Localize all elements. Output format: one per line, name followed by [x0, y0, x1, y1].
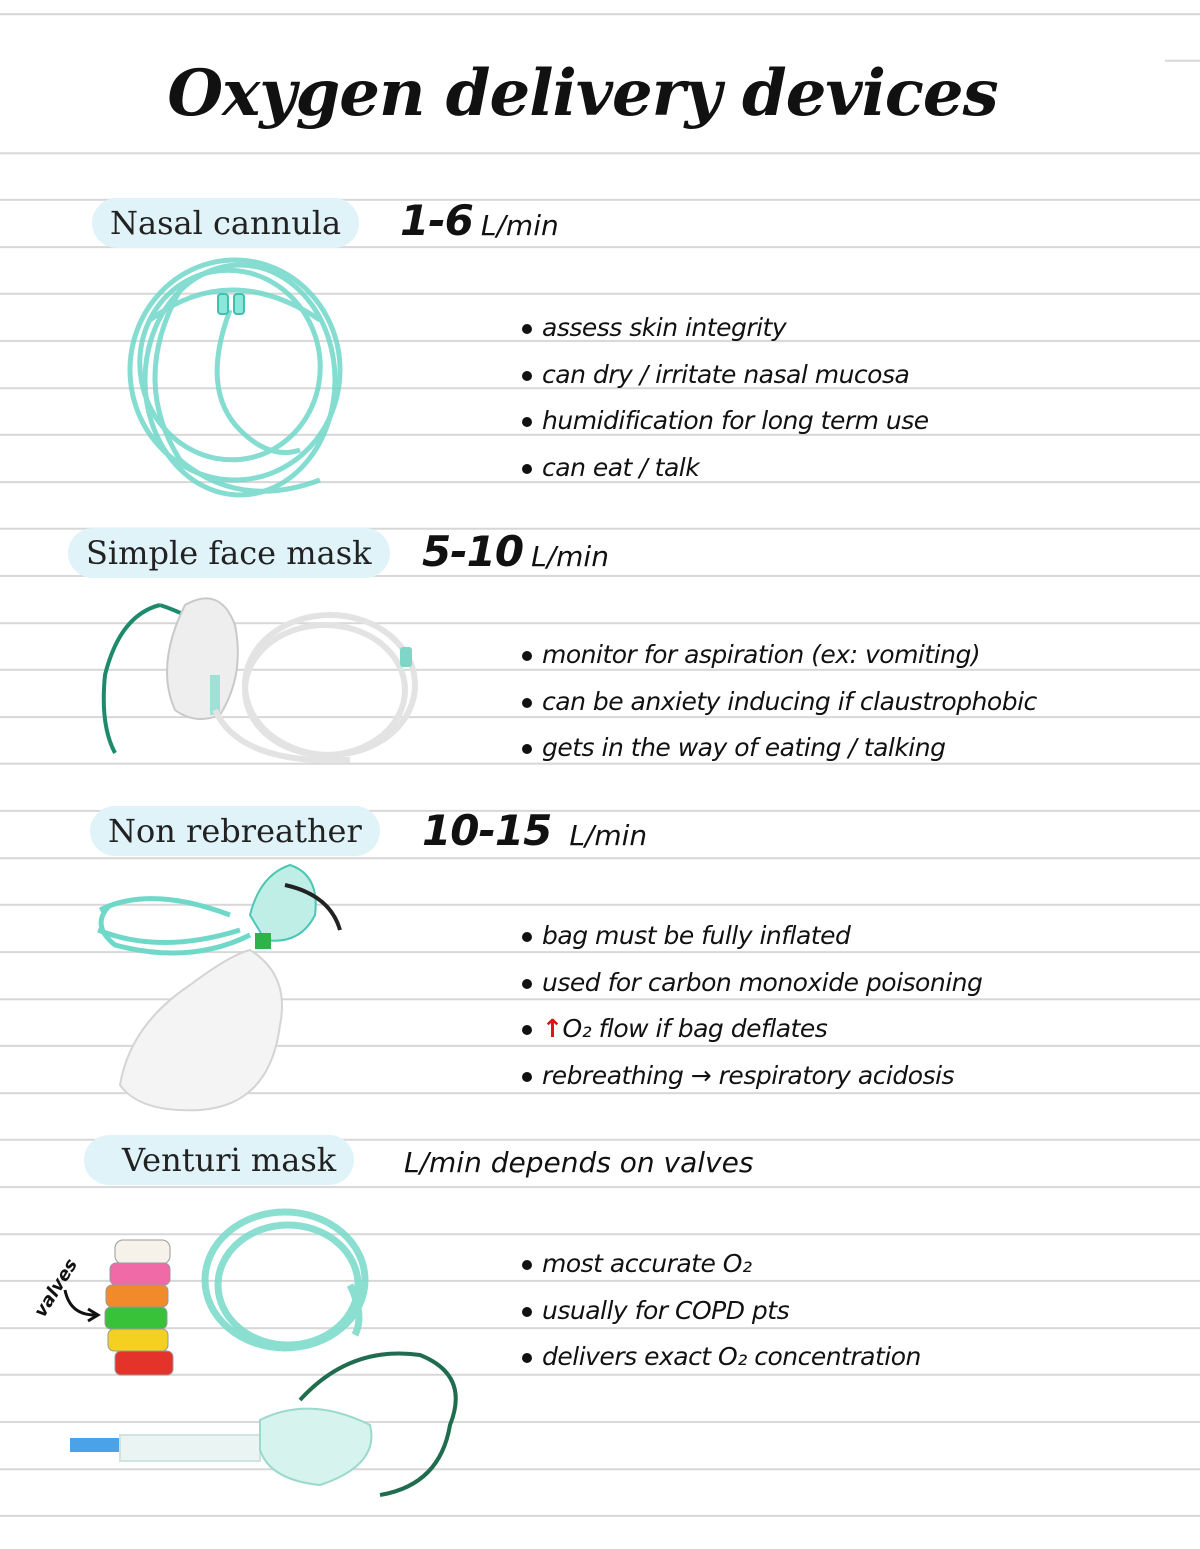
flow-rate-unit: L/min [569, 819, 648, 852]
note-item: delivers exact O₂ concentration [522, 1334, 921, 1381]
note-item: rebreathing → respiratory acidosis [522, 1053, 982, 1100]
flow-rate-value: 10-15 [422, 806, 552, 855]
flow-rate-non-rebreather [422, 806, 647, 855]
notes-nasal-cannula [522, 305, 929, 491]
flow-rate-value: 1-6 [400, 196, 473, 245]
up-arrow-icon: ↑ [542, 1014, 563, 1043]
simple-face-mask-illustration [100, 585, 420, 770]
flow-rate-value: 5-10 [422, 527, 524, 576]
flow-rate-unit: L/min [531, 540, 609, 573]
note-item: usually for COPD pts [522, 1288, 921, 1335]
non-rebreather-illustration [90, 855, 350, 1120]
flow-rate-simple-face-mask [422, 527, 609, 576]
note-item: assess skin integrity [522, 305, 929, 352]
device-label-non-rebreather: Non rebreather [90, 806, 380, 856]
nasal-cannula-illustration [120, 250, 360, 505]
notes-simple-face-mask [522, 632, 1037, 772]
note-item: most accurate O₂ [522, 1241, 921, 1288]
note-item: humidification for long term use [522, 398, 929, 445]
notes-venturi-mask [522, 1241, 921, 1381]
flow-rate-nasal-cannula [400, 196, 559, 245]
note-item: ↑O₂ flow if bag deflates [522, 1006, 982, 1053]
note-item: can dry / irritate nasal mucosa [522, 352, 929, 399]
flow-rate-venturi-mask: L/min depends on valves [404, 1146, 754, 1179]
note-item: used for carbon monoxide poisoning [522, 960, 982, 1007]
note-item: can eat / talk [522, 445, 929, 492]
note-item: bag must be fully inflated [522, 913, 982, 960]
note-item: monitor for aspiration (ex: vomiting) [522, 632, 1037, 679]
page-title: Oxygen delivery devices [0, 56, 1165, 131]
valves-annotation: valves [30, 1255, 83, 1322]
flow-rate-unit: L/min [480, 209, 559, 242]
device-label-nasal-cannula: Nasal cannula [92, 198, 359, 248]
note-item: gets in the way of eating / talking [522, 725, 1037, 772]
device-label-simple-face-mask: Simple face mask [68, 528, 390, 578]
venturi-mask-illustration [20, 1205, 470, 1505]
device-label-venturi-mask: Venturi mask [84, 1135, 354, 1185]
note-item: can be anxiety inducing if claustrophobic [522, 679, 1037, 726]
notes-non-rebreather [522, 913, 982, 1099]
